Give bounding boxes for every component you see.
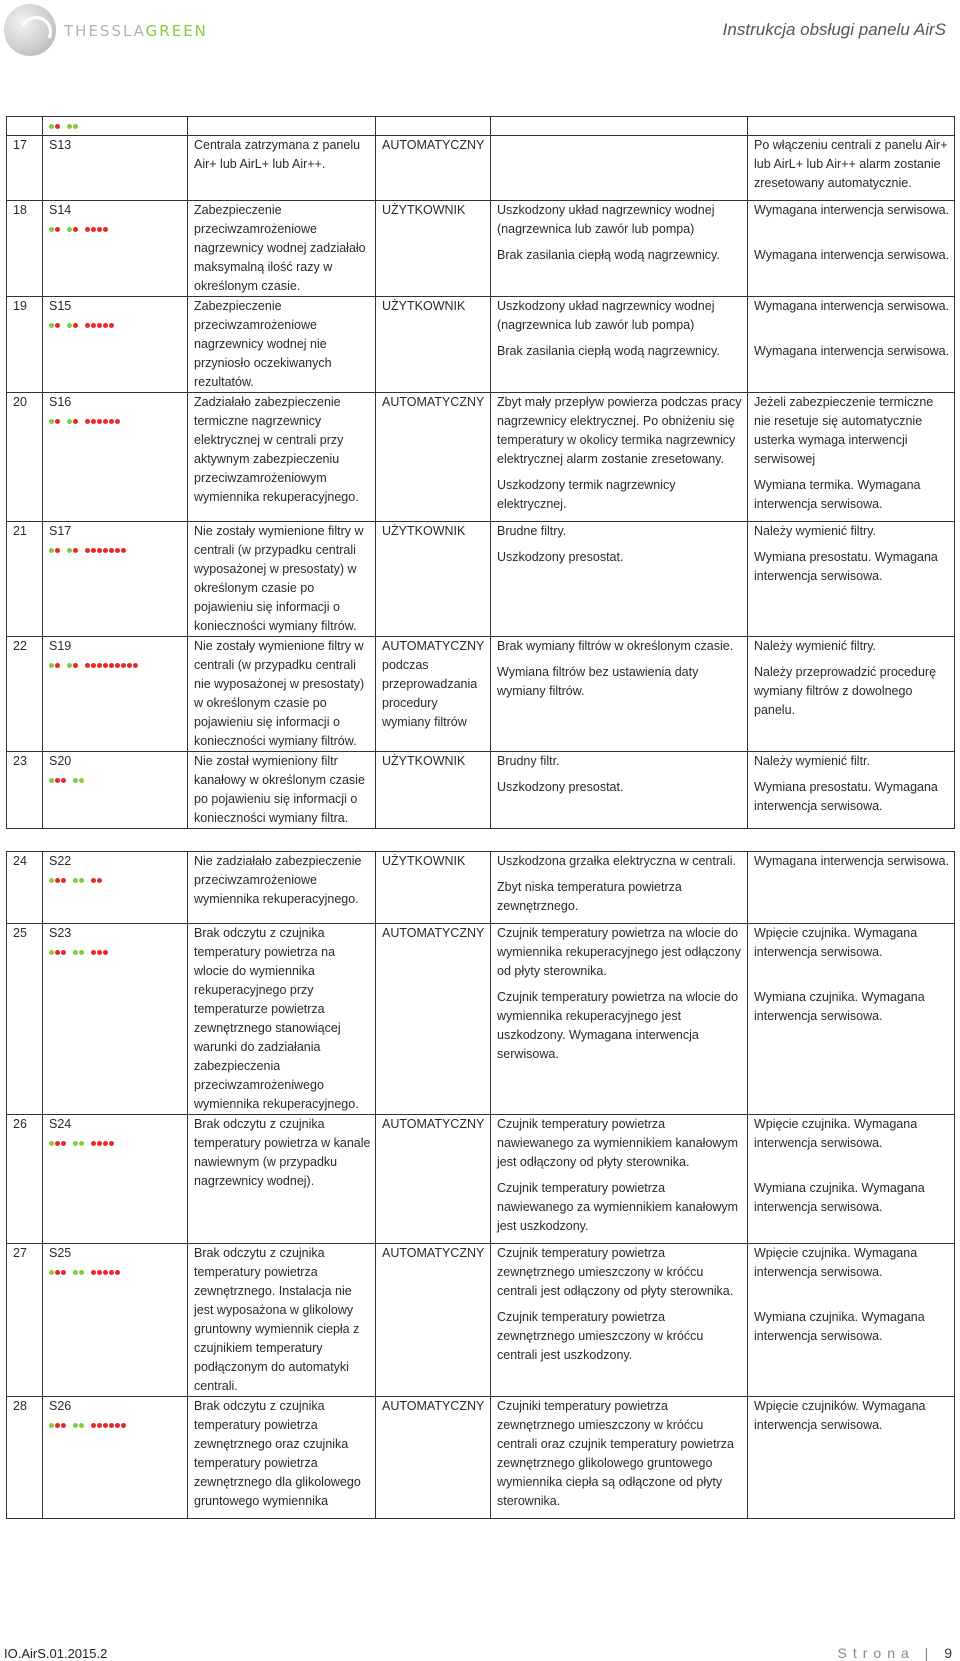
red-led-dot	[103, 1270, 108, 1275]
action-cell	[748, 1115, 955, 1244]
green-led-dot	[73, 778, 78, 783]
reset-mode: UŻYTKOWNIK	[376, 852, 491, 924]
alarm-code-cell	[43, 852, 188, 924]
cause-text: Brak zasilania ciepłą wodą nagrzewnicy.	[497, 344, 720, 358]
logo-icon	[4, 4, 56, 56]
red-led-dot	[97, 1270, 102, 1275]
alarm-code: S20	[49, 754, 72, 768]
action-text: Wpięcie czujnika. Wymagana interwencja serwisowa.	[754, 1117, 918, 1150]
red-led-dot	[61, 1270, 66, 1275]
cause-text: Zbyt mały przepływ powierza podczas pracy nagrzewnicy elektrycznej. Po obniżeniu się temperatury w okolicy termika nagrzewnicy elektrycznej alarm zostanie zresetowany.	[497, 395, 742, 466]
logo-text	[64, 22, 208, 40]
red-led-dot	[91, 548, 96, 553]
alarm-code: S14	[49, 203, 72, 217]
action-text: Wpięcie czujnika. Wymagana interwencja serwisowa.	[754, 926, 918, 959]
green-led-dot	[79, 878, 84, 883]
alarm-code: S19	[49, 639, 72, 653]
alarm-description: Centrala zatrzymana z panelu Air+ lub AirL+ lub Air++.	[188, 136, 376, 201]
led-pattern	[49, 412, 185, 430]
alarm-code-cell	[43, 136, 188, 201]
alarm-description: Nie zadziałało zabezpieczenie przeciwzamrożeniowe wymiennika rekuperacyjnego.	[188, 852, 376, 924]
action-text: Wymagana interwencja serwisowa.	[754, 854, 950, 868]
action-text: Wpięcie czujnika. Wymagana interwencja serwisowa.	[754, 1246, 918, 1279]
cause-cell	[491, 297, 748, 393]
cause-text: Uszkodzony presostat.	[497, 780, 624, 794]
alarm-code-cell	[43, 1397, 188, 1519]
table-row	[7, 297, 955, 393]
cause-cell	[491, 852, 748, 924]
red-led-dot	[55, 548, 60, 553]
red-led-dot	[109, 1423, 114, 1428]
alarm-code: S17	[49, 524, 72, 538]
action-text: Wpięcie czujników. Wymagana interwencja serwisowa.	[754, 1399, 926, 1432]
action-text: Należy wymienić filtr.	[754, 754, 870, 768]
red-led-dot	[103, 950, 108, 955]
red-led-dot	[85, 663, 90, 668]
action-cell	[748, 637, 955, 752]
table-row	[7, 1397, 955, 1519]
red-led-dot	[115, 548, 120, 553]
led-pattern	[49, 656, 185, 674]
red-led-dot	[97, 878, 102, 883]
action-text: Wymiana czujnika. Wymagana interwencja serwisowa.	[754, 990, 925, 1023]
page-label: Strona	[837, 1645, 915, 1661]
red-led-dot	[91, 1141, 96, 1146]
cause-text: Brudny filtr.	[497, 754, 560, 768]
cause-text: Czujnik temperatury powietrza na wlocie do wymiennika rekuperacyjnego jest odłączony od płyty sterownika.	[497, 926, 741, 978]
alarm-description: Nie został wymieniony filtr kanałowy w określonym czasie po pojawieniu się informacji o konieczności wymiany filtra.	[188, 752, 376, 829]
table-row	[7, 393, 955, 522]
green-led-dot	[73, 1270, 78, 1275]
red-led-dot	[133, 663, 138, 668]
led-pattern	[49, 943, 185, 961]
row-number: 24	[7, 852, 43, 924]
green-led-dot	[49, 878, 54, 883]
alarm-code-cell	[43, 924, 188, 1115]
row-number: 26	[7, 1115, 43, 1244]
alarm-table	[6, 116, 955, 1519]
alarm-code-cell	[43, 637, 188, 752]
alarm-code: S24	[49, 1117, 72, 1131]
action-cell	[748, 393, 955, 522]
red-led-dot	[85, 548, 90, 553]
cause-text: Czujniki temperatury powietrza zewnętrznego umieszczony w króćcu centrali oraz czujnik temperatury powietrza zewnętrznego glikolowego gruntowego wymiennika ciepła są odłączone od płyty sterownika.	[497, 1399, 734, 1508]
cause-cell	[491, 1244, 748, 1397]
red-led-dot	[115, 1270, 120, 1275]
alarm-description: Brak odczytu z czujnika temperatury powietrza zewnętrznego oraz czujnika temperatury powietrza zewnętrznego dla glikolowego gruntowego wymiennika	[188, 1397, 376, 1519]
action-text	[754, 878, 952, 916]
led-pattern	[49, 316, 185, 334]
red-led-dot	[103, 419, 108, 424]
table-row	[7, 924, 955, 1115]
row-number: 28	[7, 1397, 43, 1519]
red-led-dot	[55, 778, 60, 783]
red-led-dot	[85, 227, 90, 232]
alarm-description: Nie zostały wymienione filtry w centrali (w przypadku centrali nie wyposażonej w presostaty) w określonym czasie po pojawieniu się informacji o konieczności wymiany filtrów.	[188, 637, 376, 752]
row-number: 27	[7, 1244, 43, 1397]
red-led-dot	[73, 323, 78, 328]
cause-cell	[491, 393, 748, 522]
row-number: 25	[7, 924, 43, 1115]
cause-text: Zbyt niska temperatura powietrza zewnętrznego.	[497, 880, 682, 913]
red-led-dot	[121, 1423, 126, 1428]
top-strip-led-dots	[49, 117, 185, 135]
document-id: IO.AirS.01.2015.2	[4, 1646, 108, 1661]
red-led-dot	[97, 227, 102, 232]
reset-mode: UŻYTKOWNIK	[376, 201, 491, 297]
cause-text: Czujnik temperatury powietrza na wlocie do wymiennika rekuperacyjnego jest uszkodzony. Wymagana interwencja serwisowa.	[497, 990, 739, 1061]
led-pattern	[49, 871, 185, 889]
red-led-dot	[85, 323, 90, 328]
red-led-dot	[109, 323, 114, 328]
action-cell	[748, 852, 955, 924]
cause-cell	[491, 1115, 748, 1244]
red-led-dot	[115, 419, 120, 424]
red-led-dot	[73, 419, 78, 424]
action-text: Należy wymienić filtry.	[754, 639, 877, 653]
red-led-dot	[109, 1141, 114, 1146]
cause-text: Czujnik temperatury powietrza zewnętrznego umieszczony w króćcu centrali jest odłączony od płyty sterownika.	[497, 1246, 734, 1298]
red-led-dot	[55, 1423, 60, 1428]
row-number: 19	[7, 297, 43, 393]
red-led-dot	[109, 663, 114, 668]
action-text: Wymagana interwencja serwisowa.	[754, 344, 950, 358]
red-led-dot	[55, 419, 60, 424]
logo-text-part2: GREEN	[145, 22, 208, 40]
green-led-dot	[67, 419, 72, 424]
red-led-dot	[85, 419, 90, 424]
reset-mode: AUTOMATYCZNY	[376, 393, 491, 522]
reset-mode: UŻYTKOWNIK	[376, 522, 491, 637]
alarm-code: S16	[49, 395, 72, 409]
red-led-dot	[55, 227, 60, 232]
red-led-dot	[55, 124, 60, 129]
green-led-dot	[49, 778, 54, 783]
action-text: Wymiana presostatu. Wymagana interwencja serwisowa.	[754, 550, 938, 583]
alarm-code: S22	[49, 854, 72, 868]
action-cell	[748, 924, 955, 1115]
green-led-dot	[73, 950, 78, 955]
red-led-dot	[73, 548, 78, 553]
cause-text	[497, 136, 745, 193]
green-led-dot	[49, 227, 54, 232]
red-led-dot	[109, 548, 114, 553]
cause-text: Uszkodzony termik nagrzewnicy elektrycznej.	[497, 478, 676, 511]
green-led-dot	[67, 663, 72, 668]
cause-cell	[491, 752, 748, 829]
red-led-dot	[61, 950, 66, 955]
red-led-dot	[55, 663, 60, 668]
action-text: Jeżeli zabezpieczenie termiczne nie resetuje się automatycznie usterka wymaga interwencji serwisowej	[754, 395, 934, 466]
red-led-dot	[91, 1270, 96, 1275]
green-led-dot	[49, 1270, 54, 1275]
cause-cell	[491, 1397, 748, 1519]
row-number: 23	[7, 752, 43, 829]
red-led-dot	[61, 1423, 66, 1428]
red-led-dot	[55, 1141, 60, 1146]
action-cell	[748, 136, 955, 201]
action-text: Wymiana czujnika. Wymagana interwencja serwisowa.	[754, 1310, 925, 1343]
red-led-dot	[121, 548, 126, 553]
table-row	[7, 852, 955, 924]
green-led-dot	[73, 878, 78, 883]
action-text: Wymiana termika. Wymagana interwencja serwisowa.	[754, 478, 921, 511]
alarm-code: S13	[49, 138, 72, 152]
alarm-code-cell	[43, 297, 188, 393]
red-led-dot	[115, 663, 120, 668]
cause-text: Brudne filtry.	[497, 524, 567, 538]
cause-text: Uszkodzona grzałka elektryczna w centrali.	[497, 854, 736, 868]
led-pattern	[49, 1263, 185, 1281]
red-led-dot	[91, 323, 96, 328]
red-led-dot	[97, 323, 102, 328]
red-led-dot	[97, 548, 102, 553]
table-row	[7, 752, 955, 829]
action-text: Wymiana czujnika. Wymagana interwencja serwisowa.	[754, 1181, 925, 1214]
green-led-dot	[73, 124, 78, 129]
red-led-dot	[103, 227, 108, 232]
green-led-dot	[49, 1423, 54, 1428]
cause-text: Czujnik temperatury powietrza nawiewanego za wymiennikiem kanałowym jest odłączony od płyty sterownika.	[497, 1117, 739, 1169]
table-row	[7, 1244, 955, 1397]
led-pattern	[49, 220, 185, 238]
action-cell	[748, 1244, 955, 1397]
green-led-dot	[79, 1270, 84, 1275]
cause-cell	[491, 136, 748, 201]
alarm-description: Brak odczytu z czujnika temperatury powietrza w kanale nawiewnym (w przypadku nagrzewnicy wodnej).	[188, 1115, 376, 1244]
cause-text: Uszkodzony układ nagrzewnicy wodnej (nagrzewnica lub zawór lub pompa)	[497, 299, 715, 332]
red-led-dot	[103, 323, 108, 328]
table-row	[7, 1115, 955, 1244]
green-led-dot	[49, 323, 54, 328]
alarm-code-cell	[43, 201, 188, 297]
table-row	[7, 522, 955, 637]
page-number: 9	[944, 1645, 952, 1661]
alarm-code: S25	[49, 1246, 72, 1260]
action-cell	[748, 752, 955, 829]
action-text: Wymagana interwencja serwisowa.	[754, 248, 950, 262]
table-row	[7, 637, 955, 752]
alarm-code-cell	[43, 522, 188, 637]
green-led-dot	[49, 1141, 54, 1146]
red-led-dot	[91, 950, 96, 955]
red-led-dot	[73, 227, 78, 232]
action-text: Po włączeniu centrali z panelu Air+ lub AirL+ lub Air++ alarm zostanie zresetowany automatycznie.	[754, 138, 948, 190]
led-pattern	[49, 1416, 185, 1434]
alarm-code-cell	[43, 393, 188, 522]
cause-text: Wymiana filtrów bez ustawienia daty wymiany filtrów.	[497, 665, 699, 698]
green-led-dot	[67, 548, 72, 553]
cause-cell	[491, 522, 748, 637]
alarm-code: S15	[49, 299, 72, 313]
logo-text-part1: THESSLA	[64, 22, 146, 40]
red-led-dot	[73, 663, 78, 668]
red-led-dot	[55, 323, 60, 328]
red-led-dot	[91, 1423, 96, 1428]
red-led-dot	[55, 1270, 60, 1275]
red-led-dot	[91, 227, 96, 232]
green-led-dot	[49, 124, 54, 129]
red-led-dot	[61, 1141, 66, 1146]
red-led-dot	[97, 1141, 102, 1146]
red-led-dot	[91, 419, 96, 424]
cause-text: Uszkodzony układ nagrzewnicy wodnej (nagrzewnica lub zawór lub pompa)	[497, 203, 715, 236]
red-led-dot	[61, 878, 66, 883]
alarm-code-cell	[43, 1244, 188, 1397]
row-number: 18	[7, 201, 43, 297]
red-led-dot	[91, 663, 96, 668]
alarm-description: Zadziałało zabezpieczenie termiczne nagrzewnicy elektrycznej w centrali przy aktywnym zabezpieczeniu przeciwzamrożeniowym wymiennika rekuperacyjnego.	[188, 393, 376, 522]
row-number: 21	[7, 522, 43, 637]
alarm-description: Brak odczytu z czujnika temperatury powietrza zewnętrznego. Instalacja nie jest wyposażona w glikolowy gruntowny wymiennik ciepła z czujnikiem temperatury podłączonym do automatyki centrali.	[188, 1244, 376, 1397]
green-led-dot	[73, 1141, 78, 1146]
alarm-description: Brak odczytu z czujnika temperatury powietrza na wlocie do wymiennika rekuperacyjnego przy temperaturze powietrza zewnętrznego stanowiącej warunki do zadziałania zabezpieczenia przeciwzamrożeniwego wymiennika rekuperacyjnego.	[188, 924, 376, 1115]
action-cell	[748, 522, 955, 637]
red-led-dot	[103, 663, 108, 668]
led-pattern	[49, 541, 185, 559]
alarm-description: Zabezpieczenie przeciwzamrożeniowe nagrzewnicy wodnej zadziałało maksymalną ilość razy w określonym czasie.	[188, 201, 376, 297]
reset-mode: UŻYTKOWNIK	[376, 752, 491, 829]
reset-mode: AUTOMATYCZNY	[376, 1115, 491, 1244]
page-header	[0, 0, 960, 60]
table-row	[7, 201, 955, 297]
red-led-dot	[127, 663, 132, 668]
green-led-dot	[79, 1141, 84, 1146]
red-led-dot	[121, 663, 126, 668]
alarm-code: S26	[49, 1399, 72, 1413]
red-led-dot	[97, 950, 102, 955]
alarm-description: Zabezpieczenie przeciwzamrożeniowe nagrzewnicy wodnej nie przyniosło oczekiwanych rezultatów.	[188, 297, 376, 393]
green-led-dot	[73, 1423, 78, 1428]
green-led-dot	[67, 323, 72, 328]
action-text: Należy wymienić filtry.	[754, 524, 877, 538]
green-led-dot	[79, 1423, 84, 1428]
action-cell	[748, 297, 955, 393]
red-led-dot	[103, 1423, 108, 1428]
action-text: Wymiana presostatu. Wymagana interwencja serwisowa.	[754, 780, 938, 813]
red-led-dot	[97, 419, 102, 424]
red-led-dot	[97, 1423, 102, 1428]
action-cell	[748, 1397, 955, 1519]
red-led-dot	[109, 419, 114, 424]
red-led-dot	[109, 1270, 114, 1275]
green-led-dot	[49, 663, 54, 668]
reset-mode: AUTOMATYCZNY	[376, 1397, 491, 1519]
reset-mode: AUTOMATYCZNY	[376, 136, 491, 201]
green-led-dot	[67, 227, 72, 232]
alarm-description: Nie zostały wymienione filtry w centrali (w przypadku centrali wyposażonej w presostaty) w określonym czasie po pojawieniu się informacji o konieczności wymiany filtrów.	[188, 522, 376, 637]
led-pattern	[49, 771, 185, 789]
table-gap	[7, 829, 955, 852]
table-row	[7, 136, 955, 201]
alarm-code: S23	[49, 926, 72, 940]
reset-mode: UŻYTKOWNIK	[376, 297, 491, 393]
green-led-dot	[79, 950, 84, 955]
green-led-dot	[49, 419, 54, 424]
document-title: Instrukcja obsługi panelu AirS	[722, 20, 946, 39]
green-led-dot	[67, 124, 72, 129]
row-number: 22	[7, 637, 43, 752]
green-led-dot	[49, 548, 54, 553]
action-text: Wymagana interwencja serwisowa.	[754, 299, 950, 313]
action-text: Należy przeprowadzić procedurę wymiany filtrów z dowolnego panelu.	[754, 665, 937, 717]
red-led-dot	[103, 1141, 108, 1146]
cause-text: Czujnik temperatury powietrza zewnętrznego umieszczony w króćcu centrali jest uszkodzony.	[497, 1310, 704, 1362]
reset-mode: AUTOMATYCZNY	[376, 924, 491, 1115]
alarm-table-wrapper	[6, 116, 954, 1519]
red-led-dot	[61, 778, 66, 783]
alarm-code-cell	[43, 752, 188, 829]
action-cell	[748, 201, 955, 297]
red-led-dot	[115, 1423, 120, 1428]
red-led-dot	[55, 950, 60, 955]
cause-text: Uszkodzony presostat.	[497, 550, 624, 564]
reset-mode: AUTOMATYCZNY podczas przeprowadzania procedury wymiany filtrów	[376, 637, 491, 752]
page-indicator: Strona | 9	[837, 1645, 952, 1661]
red-led-dot	[91, 878, 96, 883]
cause-cell	[491, 637, 748, 752]
alarm-table-body	[7, 117, 955, 1519]
red-led-dot	[55, 878, 60, 883]
reset-mode: AUTOMATYCZNY	[376, 1244, 491, 1397]
led-pattern	[49, 1134, 185, 1152]
cause-cell	[491, 201, 748, 297]
row-number: 17	[7, 136, 43, 201]
action-text: Wymagana interwencja serwisowa.	[754, 203, 950, 217]
cause-text: Brak wymiany filtrów w określonym czasie.	[497, 639, 734, 653]
red-led-dot	[97, 663, 102, 668]
red-led-dot	[103, 548, 108, 553]
alarm-code-cell	[43, 1115, 188, 1244]
cause-cell	[491, 924, 748, 1115]
row-number: 20	[7, 393, 43, 522]
cause-text: Brak zasilania ciepłą wodą nagrzewnicy.	[497, 248, 720, 262]
green-led-dot	[79, 778, 84, 783]
green-led-dot	[49, 950, 54, 955]
cause-text: Czujnik temperatury powietrza nawiewanego za wymiennikiem kanałowym jest uszkodzony.	[497, 1181, 739, 1233]
